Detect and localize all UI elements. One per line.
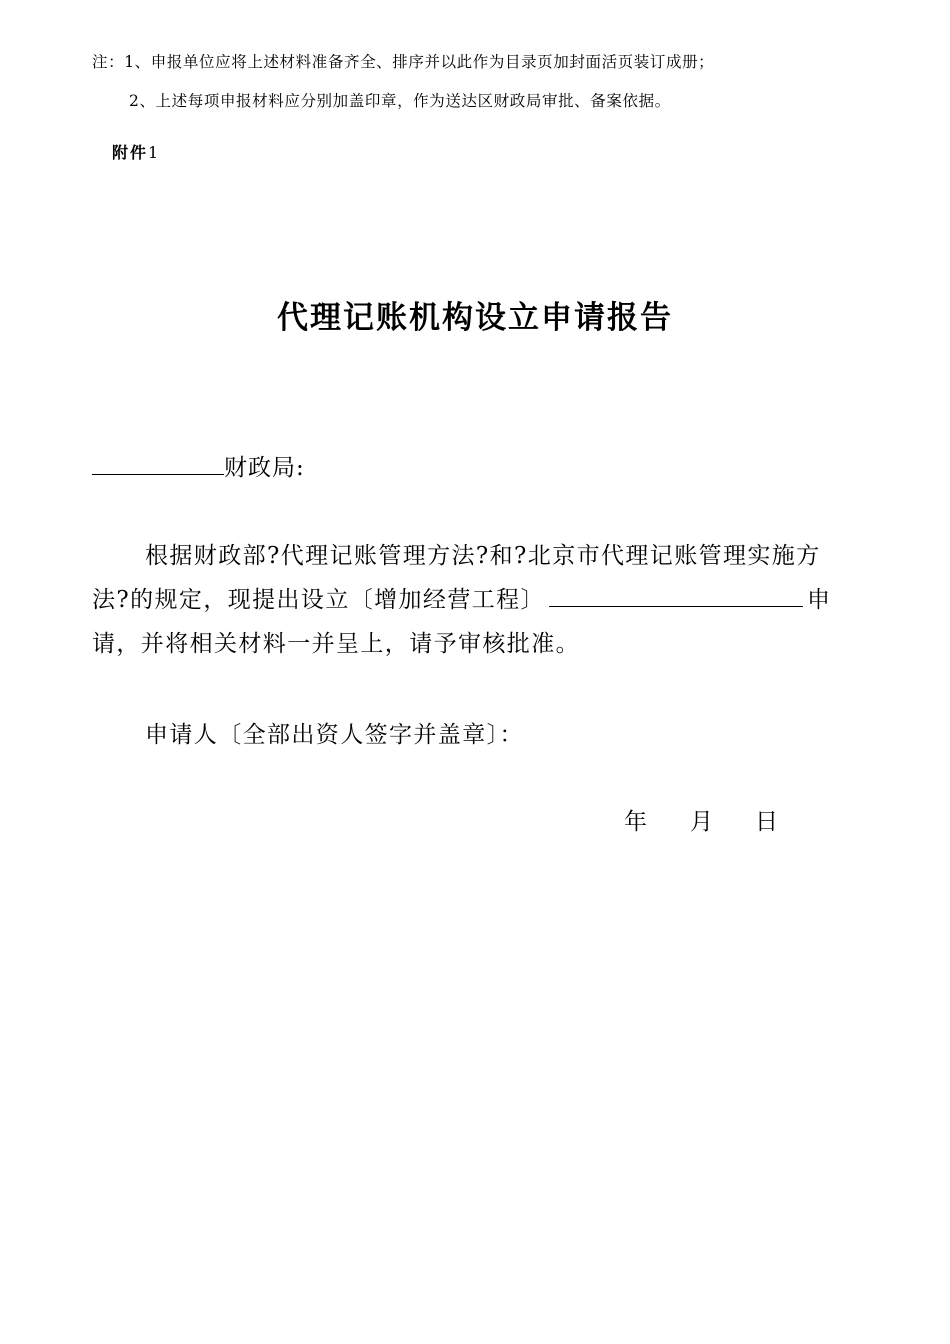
body-line-2-end: 申	[806, 587, 832, 613]
body-paragraph-line-3: 请，并将相关材料一并呈上，请予审核批准。	[92, 631, 580, 657]
body-paragraph-line-2	[92, 581, 831, 614]
application-item-blank	[549, 584, 803, 607]
applicant-signature-label: 申请人〔全部出资人签字并盖章〕：	[145, 722, 524, 748]
addressee-line	[92, 449, 305, 482]
body-line-2-text: 法?的规定，现提出设立〔增加经营工程〕	[92, 587, 545, 613]
attachment-text: 附件	[112, 143, 149, 162]
date-day: 日	[755, 809, 778, 835]
date-year: 年	[624, 809, 647, 835]
attachment-label	[112, 140, 158, 163]
body-paragraph-line-1: 根据财政部?代理记账管理方法?和?北京市代理记账管理实施方	[145, 543, 821, 569]
attachment-number: 1	[148, 143, 159, 162]
note-line-2: 2、上述每项申报材料应分别加盖印章，作为送达区财政局审批、备案依据。	[129, 92, 671, 110]
date-line	[624, 803, 778, 836]
document-title: 代理记账机构设立申请报告	[277, 300, 673, 336]
addressee-suffix: 财政局:	[224, 455, 305, 481]
date-month: 月	[690, 809, 713, 835]
addressee-blank	[92, 452, 224, 475]
note-line-1: 注：1、申报单位应将上述材料准备齐全、排序并以此作为目录页加封面活页装订成册；	[92, 53, 715, 71]
